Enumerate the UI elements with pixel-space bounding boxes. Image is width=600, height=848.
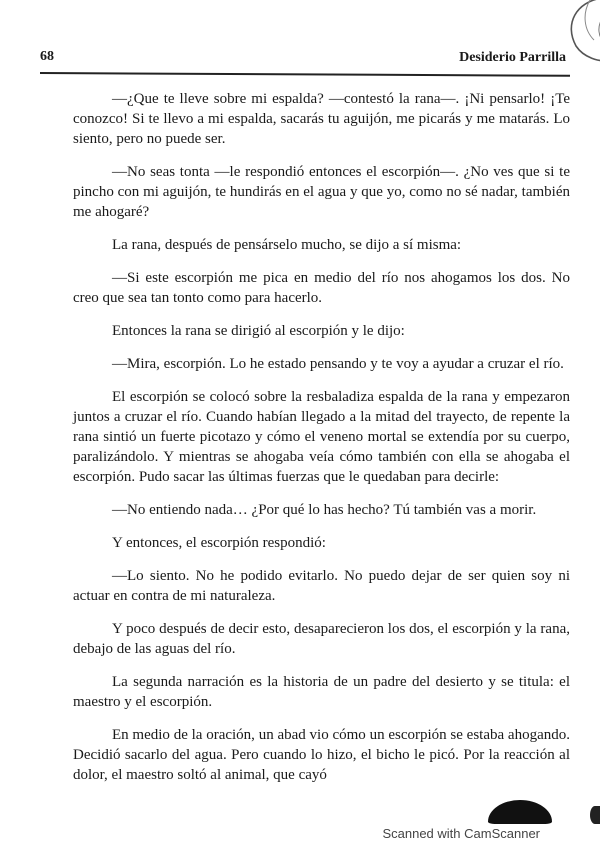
page-number: 68: [40, 49, 54, 64]
paragraph: Y poco después de decir esto, desaparecieron los dos, el escorpión y la rana, debajo de las aguas del río.: [73, 621, 570, 657]
paragraph: —¿Que te lleve sobre mi espalda? —contestó la rana—. ¡Ni pensarlo! ¡Te conozco! Si te llevo a mi espalda, sacarás tu aguijón, me picarás y me matarás. Lo siento, pero no puede ser.: [73, 91, 570, 147]
paragraph: La segunda narración es la historia de un padre del desierto y se titula: el maestro y el escorpión.: [73, 674, 570, 710]
scanner-watermark: Scanned with CamScanner: [382, 826, 540, 841]
page-curl-mark: [546, 0, 600, 66]
paragraph: En medio de la oración, un abad vio cómo un escorpión se estaba ahogando. Decidió sacarlo del agua. Pero cuando lo hizo, el bicho le picó. Por la reacción al dolor, el maestro soltó al animal, que cayó: [73, 727, 570, 783]
paragraph: —No entiendo nada… ¿Por qué lo has hecho? Tú también vas a morir.: [112, 502, 537, 518]
paragraph: Entonces la rana se dirigió al escorpión y le dijo:: [112, 323, 405, 339]
body-text: [73, 89, 570, 798]
running-head: Desiderio Parrilla: [459, 50, 566, 65]
scan-artifact: [590, 806, 600, 824]
paragraph: —Mira, escorpión. Lo he estado pensando y te voy a ayudar a cruzar el río.: [112, 356, 564, 372]
header-rule: [40, 72, 570, 77]
paragraph: La rana, después de pensárselo mucho, se dijo a sí misma:: [112, 237, 462, 253]
paragraph: —Si este escorpión me pica en medio del río nos ahogamos los dos. No creo que sea tan tonto como para hacerlo.: [73, 270, 570, 306]
scan-artifact: [488, 800, 552, 824]
paragraph: —No seas tonta —le respondió entonces el escorpión—. ¿No ves que si te pincho con mi aguijón, te hundirás en el agua y que yo, como no sé nadar, también me ahogaré?: [73, 164, 570, 220]
paragraph: El escorpión se colocó sobre la resbaladiza espalda de la rana y empezaron juntos a cruzar el río. Cuando habían llegado a la mitad del trayecto, de repente la rana sintió un fuerte picotazo y cómo el veneno mortal se extendía por su cuerpo, paralizándolo. Y mientras se ahogaba veía cómo también con ella se ahogaba el escorpión. Pudo sacar las últimas fuerzas que le quedaban para decirle:: [73, 389, 570, 485]
paragraph: —Lo siento. No he podido evitarlo. No puedo dejar de ser quien soy ni actuar en contra de mi naturaleza.: [73, 568, 570, 604]
paragraph: Y entonces, el escorpión respondió:: [112, 535, 326, 551]
